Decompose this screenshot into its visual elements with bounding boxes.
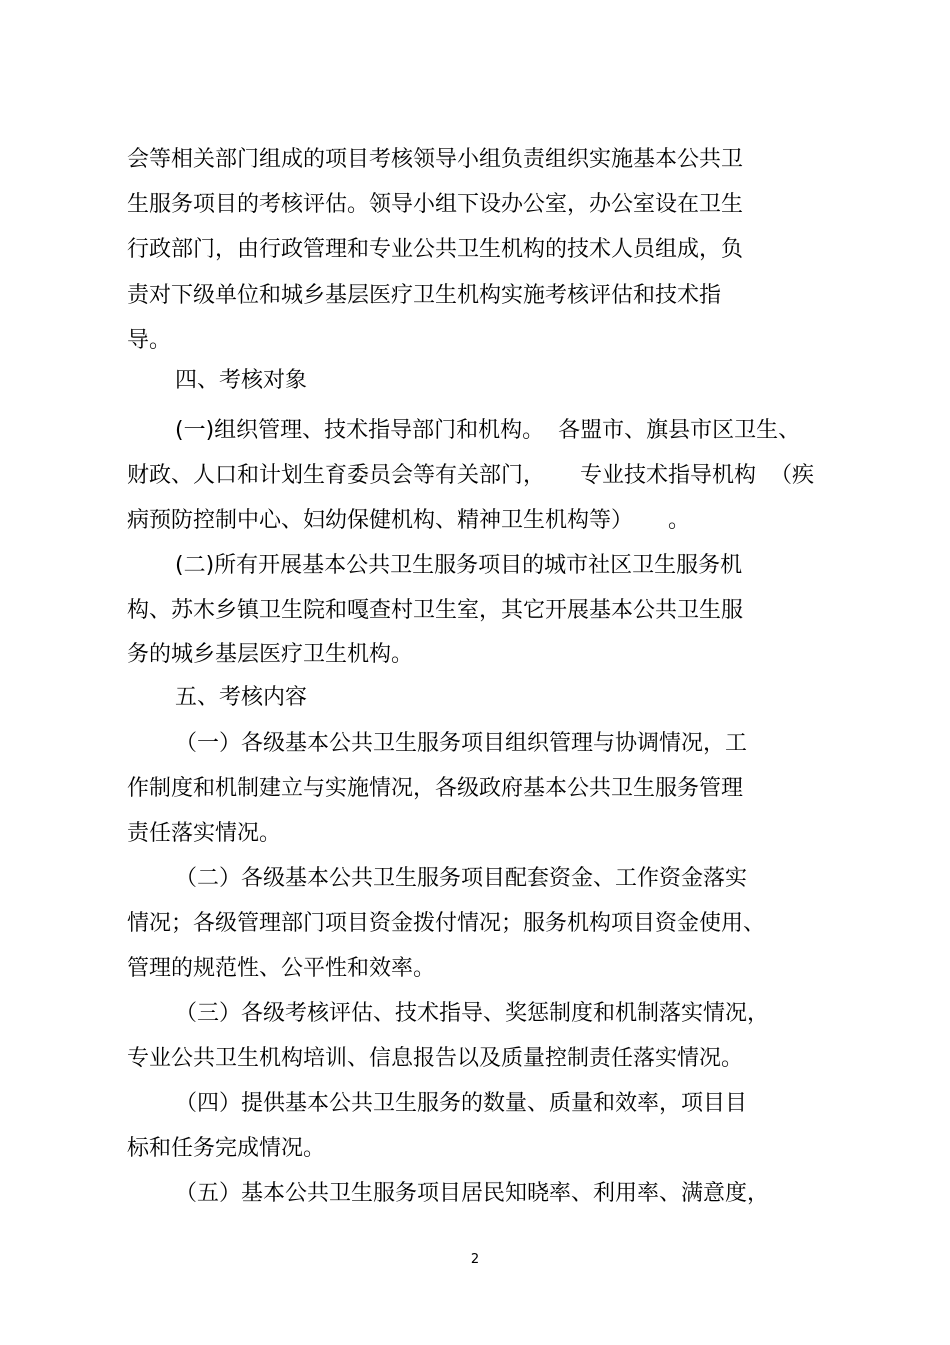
text-line: 导。: [127, 328, 172, 353]
text-line: （三）各级考核评估、技术指导、奖惩制度和机制落实情况，: [175, 1001, 770, 1026]
text-line: （二）各级基本公共卫生服务项目配套资金、工作资金落实: [175, 866, 748, 891]
text-line: （五）基本公共卫生服务项目居民知晓率、利用率、满意度，: [175, 1181, 770, 1206]
text-line: 责对下级单位和城乡基层医疗卫生机构实施考核评估和技术指: [127, 283, 722, 308]
text-line: 管理的规范性、公平性和效率。: [127, 956, 436, 981]
text-line: 行政部门，由行政管理和专业公共卫生机构的技术人员组成，负: [127, 237, 744, 262]
text-line: (二)所有开展基本公共卫生服务项目的城市社区卫生服务机: [175, 553, 743, 578]
page-number: 2: [470, 1252, 480, 1267]
text-line: 作制度和机制建立与实施情况，各级政府基本公共卫生服务管理: [127, 776, 744, 801]
text-line: 标和任务完成情况。: [127, 1136, 326, 1161]
text-line: 务的城乡基层医疗卫生机构。: [127, 642, 414, 667]
text-line: 病预防控制中心、妇幼保健机构、精神卫生机构等） 。: [127, 508, 690, 533]
text-line: 构、苏木乡镇卫生院和嘎查村卫生室，其它开展基本公共卫生服: [127, 598, 744, 623]
text-line: 财政、人口和计划生育委员会等有关部门， 专业技术指导机构 （疾: [127, 463, 814, 488]
text-line: （一）各级基本公共卫生服务项目组织管理与协调情况，工: [175, 731, 748, 756]
section-heading: 五、考核内容: [175, 685, 308, 710]
text-line: 生服务项目的考核评估。领导小组下设办公室，办公室设在卫生: [127, 192, 744, 217]
text-line: (一)组织管理、技术指导部门和机构。 各盟市、旗县市区卫生、: [175, 418, 801, 443]
text-line: （四）提供基本公共卫生服务的数量、质量和效率，项目目: [175, 1091, 748, 1116]
text-line: 会等相关部门组成的项目考核领导小组负责组织实施基本公共卫: [127, 147, 744, 172]
section-heading: 四、考核对象: [175, 368, 308, 393]
text-line: 专业公共卫生机构培训、信息报告以及质量控制责任落实情况。: [127, 1046, 744, 1071]
text-line: 责任落实情况。: [127, 821, 282, 846]
text-line: 情况；各级管理部门项目资金拨付情况；服务机构项目资金使用、: [127, 911, 766, 936]
